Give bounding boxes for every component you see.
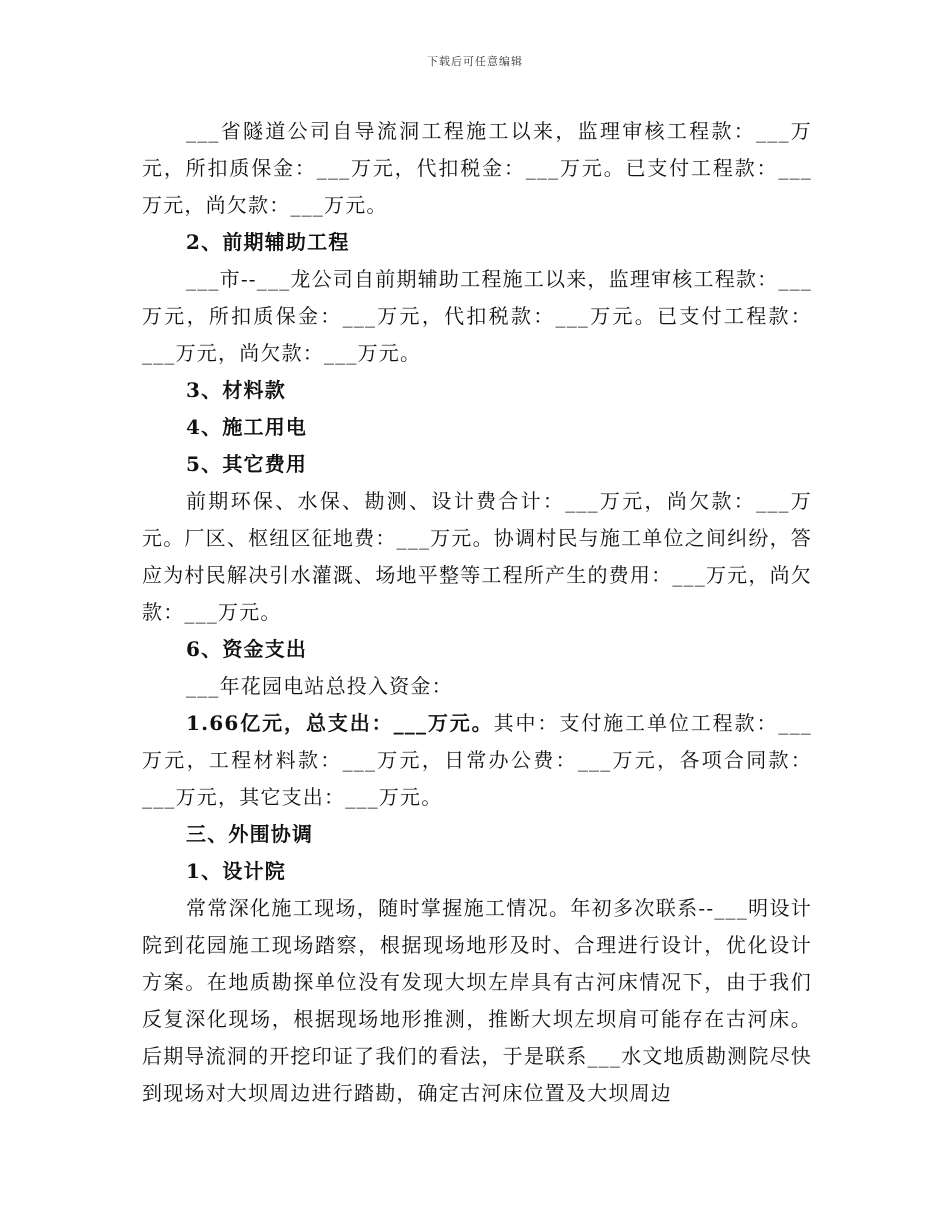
paragraph-tunnel-company: ___省隧道公司自导流洞工程施工以来，监理审核工程款：___万元，所扣质保金：___万元，代扣税金：___万元。已支付工程款：___万元，尚欠款：___万元。: [142, 119, 812, 217]
heading-preliminary-works: 2、前期辅助工程: [186, 230, 350, 254]
heading-material-cost: 3、材料款: [186, 378, 286, 402]
paragraph-other-costs: 前期环保、水保、勘测、设计费合计：___万元，尚欠款：___万元。厂区、枢纽区征地费：___万元。协调村民与施工单位之间纠纷，答应为村民解决引水灌溉、场地平整等工程所产生的费用：___万元，尚欠款：___万元。: [142, 489, 812, 624]
paragraph-preliminary-works: ___市--___龙公司自前期辅助工程施工以来，监理审核工程款：___万元，所扣质保金：___万元，代扣税款：___万元。已支付工程款：___万元，尚欠款：___万元。: [142, 267, 812, 365]
heading-other-costs: 5、其它费用: [186, 452, 308, 476]
heading-external-coordination: 三、外围协调: [186, 822, 314, 846]
paragraph-expenditure: [142, 705, 812, 816]
page-header: 下载后可任意编辑: [427, 55, 523, 68]
document-body: [142, 113, 812, 1112]
paragraph-design-institute: 常常深化施工现场，随时掌握施工情况。年初多次联系--___明设计院到花园施工现场踏察，根据现场地形及时、合理进行设计，优化设计方案。在地质勘探单位没有发现大坝左岸具有古河床情况下，由于我们反复深化现场，根据现场地形推测，推断大坝左坝肩可能存在古河床。后期导流洞的开挖印证了我们的看法，于是联系___水文地质勘测院尽快到现场对大坝周边进行踏勘，确定古河床位置及大坝周边: [142, 896, 812, 1105]
expenditure-detail: 其中：支付施工单位工程款：___万元，工程材料款：___万元，日常办公费：___万元，各项合同款：___万元，其它支出：___万元。: [142, 711, 812, 809]
heading-construction-power: 4、施工用电: [186, 415, 308, 439]
heading-expenditure: 6、资金支出: [186, 637, 308, 661]
paragraph-total-investment: ___年花园电站总投入资金：: [186, 674, 453, 698]
expenditure-total: 1.66亿元，总支出：___万元。: [186, 711, 494, 735]
heading-design-institute: 1、设计院: [186, 859, 286, 883]
